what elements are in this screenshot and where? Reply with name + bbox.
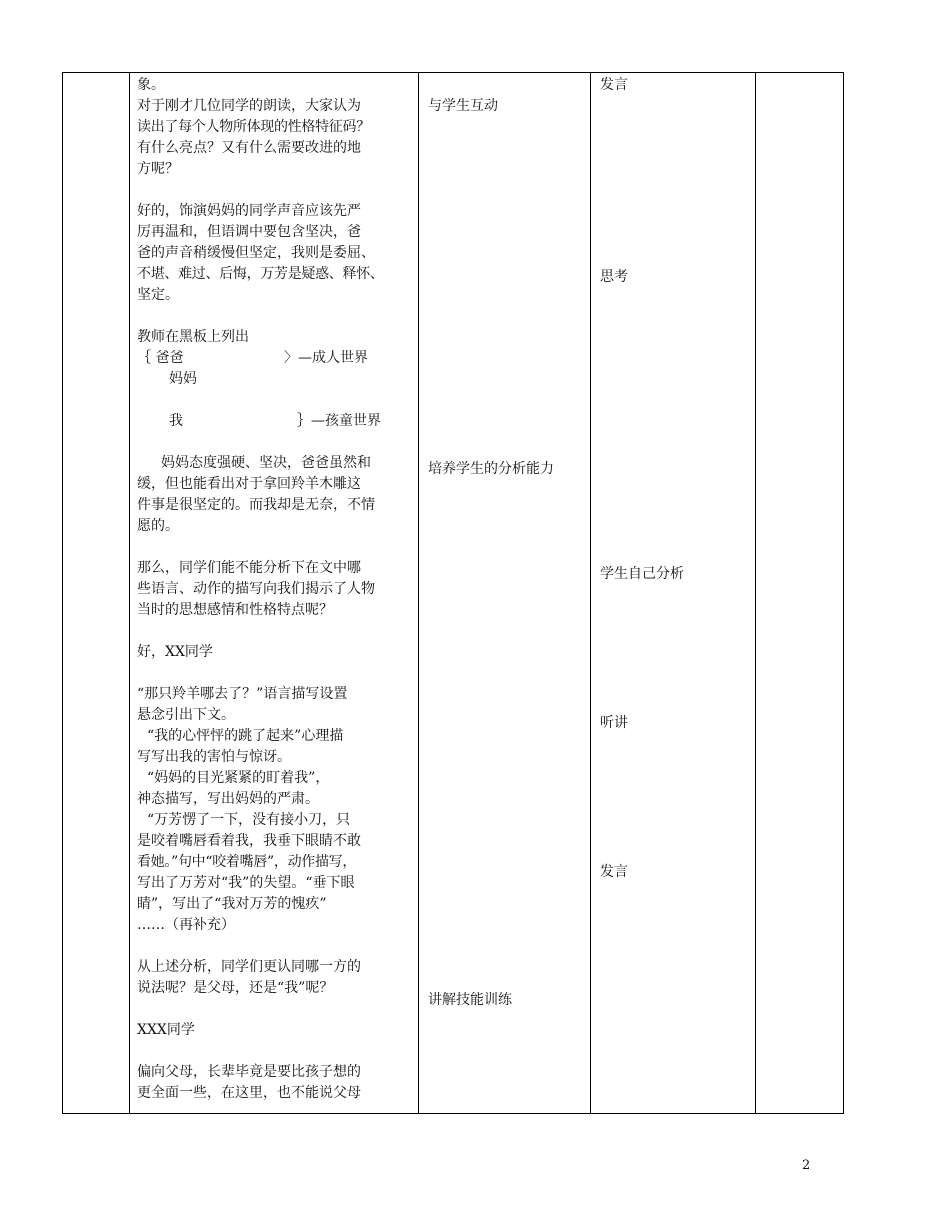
content-line: “那只羚羊哪去了？”语言描写设置 — [137, 686, 348, 702]
content-line: 不堪、难过、后悔，万芳是疑惑、释怀、 — [137, 266, 384, 282]
column-divider — [590, 73, 591, 1113]
content-line: 当时的思想感情和性格特点呢？ — [137, 602, 333, 618]
student-activity-item: 发言 — [600, 864, 628, 880]
content-line: 方呢？ — [137, 161, 179, 177]
student-activity-item: 思考 — [600, 269, 628, 285]
content-line: ｛ 爸爸 — [137, 350, 184, 366]
lesson-plan-table — [62, 72, 844, 1114]
content-line: 看她。”句中“咬着嘴唇”，动作描写， — [137, 854, 357, 870]
content-line: 更全面一些，在这里，也不能说父母 — [137, 1085, 361, 1101]
content-line: ｝—孩童世界 — [297, 413, 381, 429]
content-line: 坚定。 — [137, 287, 179, 303]
content-line: 教师在黑板上列出 — [137, 329, 249, 345]
content-line: 好，XX同学 — [137, 644, 213, 660]
content-line: 件事是很坚定的。而我却是无奈，不情 — [137, 497, 375, 513]
content-line: 爸的声音稍缓慢但坚定，我则是委屈、 — [137, 245, 375, 261]
content-line: 好的，饰演妈妈的同学声音应该先严 — [137, 203, 361, 219]
content-line: 是咬着嘴唇看着我，我垂下眼睛不敢 — [137, 833, 361, 849]
student-activity-item: 学生自己分析 — [600, 566, 684, 582]
content-line: 〉—成人世界 — [284, 350, 368, 366]
design-item: 讲解技能训练 — [428, 992, 512, 1008]
content-line: 悬念引出下文。 — [137, 707, 235, 723]
design-item: 培养学生的分析能力 — [428, 461, 554, 477]
content-line: 睛”，写出了“我对万芳的愧疚” — [137, 896, 327, 912]
content-line: 对于刚才几位同学的朗读，大家认为 — [137, 98, 361, 114]
content-line: “我的心怦怦的跳了起来”心理描 — [147, 728, 344, 744]
content-line: 象。 — [137, 77, 165, 93]
column-divider — [129, 73, 130, 1113]
design-item: 与学生互动 — [428, 98, 498, 114]
content-line: 偏向父母，长辈毕竟是要比孩子想的 — [137, 1064, 361, 1080]
content-line: 妈妈态度强硬、坚决，爸爸虽然和 — [161, 455, 371, 471]
content-line: XXX同学 — [137, 1022, 195, 1038]
content-line: 从上述分析，同学们更认同哪一方的 — [137, 959, 361, 975]
page-number: 2 — [802, 1158, 811, 1173]
content-line: 厉再温和，但语调中要包含坚决，爸 — [137, 224, 361, 240]
content-line: 神态描写，写出妈妈的严肃。 — [137, 791, 319, 807]
content-line: 我 — [169, 413, 183, 429]
content-line: 写出了万芳对“我”的失望。“垂下眼 — [137, 875, 355, 891]
content-line: 缓，但也能看出对于拿回羚羊木雕这 — [137, 476, 361, 492]
content-line: 些语言、动作的描写向我们揭示了人物 — [137, 581, 375, 597]
column-divider — [755, 73, 756, 1113]
content-line: “万芳愣了一下，没有接小刀，只 — [147, 812, 351, 828]
column-divider — [418, 73, 419, 1113]
content-line: 说法呢？是父母，还是“我”呢？ — [137, 980, 334, 996]
student-activity-item: 发言 — [600, 77, 628, 93]
content-line: ……（再补充） — [137, 917, 235, 933]
content-line: 那么，同学们能不能分析下在文中哪 — [137, 560, 361, 576]
content-line: 读出了每个人物所体现的性格特征码？ — [137, 119, 370, 135]
content-line: 有什么亮点？又有什么需要改进的地 — [137, 140, 361, 156]
student-activity-item: 听讲 — [600, 715, 628, 731]
content-line: 妈妈 — [169, 371, 197, 387]
content-line: “妈妈的目光紧紧的盯着我”， — [147, 770, 330, 786]
content-line: 写写出我的害怕与惊讶。 — [137, 749, 291, 765]
content-line: 愿的。 — [137, 518, 179, 534]
